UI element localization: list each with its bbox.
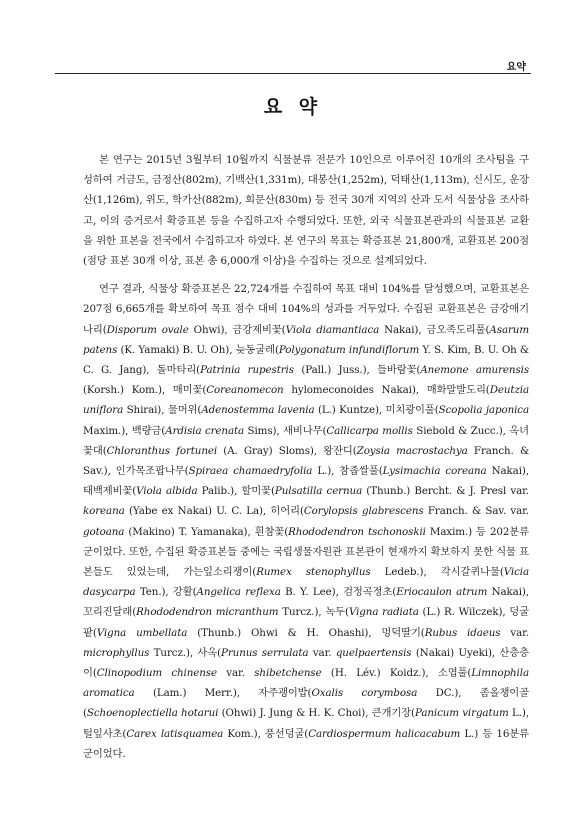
text-run: Nakai), 금오족도리풀( <box>379 323 490 336</box>
scientific-name: Angelica reflexa <box>196 586 281 599</box>
text-run: Franch. & Sav.), 인가목조팝나무( <box>83 444 530 478</box>
text-run: (L.) Kuntze), 미치광이풀( <box>314 404 439 417</box>
text-run: (H. Lév.) Koidz.), 소엽풀( <box>321 667 472 680</box>
text-run: Kom.), 풍선덩굴( <box>223 727 309 740</box>
scientific-name: Clinopodium chinense <box>96 667 217 680</box>
text-run: 본 연구는 2015년 3월부터 10월까지 식물분류 전문가 10인으로 이루어진 10개의 조사팀을 구성하여 거금도, 금정산(802m), 기백산(1,331m), 대봉산(1,252m), 덕태산(1,113m), 신시도, 운장산(1,126m), 위도, 학가산(882m), 회문산(830m) 등 전국 30개 지역의 산과 도서 식물상을 조사하고, 이의 증거로서 확증표본 등을 수집하고자 수행되었다. 또한, 외국 식물표본관과의 식물표본 교환을 위한 표본을 전국에서 수집하고자 하였다. 본 연구의 목표는 확증표본 21,800개, 교환표본 200점(점당 표본 30개 이상, 표본 총 6,000개 이상)을 수집하는 것으로 설계되었다. <box>83 154 529 268</box>
text-run: Ohwi), 금강제비꽃( <box>188 323 286 336</box>
scientific-name: Asarum patens <box>83 323 529 356</box>
scientific-name: microphyllus <box>83 646 150 659</box>
scientific-name: Deutzia uniflora <box>83 384 529 417</box>
scientific-name: Adenostemma lavenia <box>201 404 315 417</box>
text-run: Ten.), 강활( <box>135 586 197 599</box>
scientific-name: Vigna umbellata <box>96 626 188 639</box>
scientific-name: Scopolia japonica <box>438 404 529 417</box>
text-run: DC.), 좀올챙이골( <box>83 687 529 720</box>
text-run: hylomeconoides Nakai), 매화말발도리( <box>283 384 490 397</box>
scientific-name: Rhododendron micranthum <box>136 606 279 619</box>
scientific-name: Rhododendron tschonoskii <box>288 525 426 538</box>
scientific-name: gotoana <box>83 525 125 538</box>
scientific-name: quelpaertensis <box>335 646 412 659</box>
scientific-name: Rubus idaeus <box>424 626 501 639</box>
scientific-name: Rumex stenophyllus <box>256 566 371 579</box>
scientific-name: Coreanomecon <box>206 384 284 397</box>
text-run: Franch. & Sav. var. <box>423 505 529 518</box>
body-text <box>83 150 529 764</box>
text-run: Palib.), 할미꽃( <box>197 485 275 498</box>
text-run: var. <box>500 626 530 639</box>
text-run: L.), 털잎사초( <box>83 707 529 740</box>
scientific-name: Callicarpa mollis <box>326 424 413 437</box>
page-title: 요 약 <box>263 96 323 118</box>
text-run: Ledeb.), 각시갈퀴나물( <box>370 566 504 579</box>
scientific-name: Vicia dasycarpa <box>83 566 529 599</box>
scientific-name: Viola diamantiaca <box>285 323 380 336</box>
scientific-name: Chloranthus fortunei <box>106 444 218 457</box>
scientific-name: Pulsatilla cernua <box>274 485 363 498</box>
text-run: 연구 결과, 식물상 확증표본은 22,724개를 수집하여 목표 대비 104%를 달성했으며, 교환표본은 207점 6,665개를 확보하여 목표 점수 대비 104%의 성과를 거두었다. 수집된 교환표본은 금강애기나리( <box>83 283 529 336</box>
text-run: Shirai), 물머위( <box>123 404 202 417</box>
scientific-name: Cardiospermum halicacabum <box>308 727 461 740</box>
text-run: Y. S. Kim, B. U. Oh & C. G. Jang), 돌마타리( <box>83 343 529 377</box>
text-run: (Nakai) Uyeki), 산층층이( <box>83 646 529 680</box>
scientific-name: Disporum ovale <box>106 323 189 336</box>
text-run: Sims), 새비나무( <box>244 424 327 437</box>
header-rule <box>55 73 531 74</box>
text-run: (Yabe ex Nakai) U. C. La), 히어리( <box>124 505 304 518</box>
text-run: Maxim.) 등 202분류군이었다. 또한, 수집된 확증표본들 중에는 국립생물자원관 표본관이 현재까지 확보하지 못한 식물 표본들도 있었는데, 가는잎소리쟁이( <box>83 525 529 579</box>
text-run: Turcz.), 사옥( <box>149 646 222 659</box>
text-run: (Ohwi) J. Jung & H. K. Choi), 큰개기장( <box>218 707 415 720</box>
text-run: var. <box>216 667 255 680</box>
scientific-name: Zoysia macrostachya <box>356 444 468 457</box>
scientific-name: Vigna radiata <box>348 606 419 619</box>
text-run: (Makino) T. Yamanaka), 흰참꽃( <box>124 525 289 538</box>
scientific-name: Lysimachia coreana <box>382 465 487 478</box>
text-run: (K. Yamaki) B. U. Oh), 늦동굴레( <box>117 343 279 356</box>
text-run: (Pall.) Juss.), 들바람꽃( <box>293 364 421 377</box>
text-run: (Lam.) Merr.), 자주괭이밥( <box>134 687 312 700</box>
paragraph-intro <box>83 150 529 271</box>
scientific-name: Prunus serrulata <box>221 646 309 659</box>
text-run: (Korsh.) Kom.), 매미꽃( <box>83 384 207 397</box>
scientific-name: koreana <box>83 505 125 518</box>
text-run: Turcz.), 녹두( <box>278 606 349 619</box>
scientific-name: Anemone amurensis <box>420 364 529 377</box>
scientific-name: Ardisia crenata <box>165 424 245 437</box>
paragraph-results <box>83 279 529 764</box>
text-run: L.) 등 16분류군이었다. <box>83 727 529 760</box>
scientific-name: Oxalis corymbosa <box>311 687 418 700</box>
scientific-name: Spiraea chamaedryfolia <box>188 465 313 478</box>
text-run: Maxim.), 백량금( <box>83 424 166 437</box>
text-run: Nakai), 꼬리진달래( <box>83 586 529 619</box>
text-run: B. Y. Lee), 검정곡정초( <box>280 586 397 599</box>
text-run: (Thunb.) Ohwi & H. Ohashi), 멍덕딸기( <box>187 626 425 639</box>
text-run: var. <box>308 646 336 659</box>
text-run: L.), 참좁쌀풀( <box>312 465 383 478</box>
scientific-name: Corylopsis glabrescens <box>303 505 424 518</box>
running-header-label: 요약 <box>506 62 526 73</box>
text-run: Siebold & Zucc.), 옥녀꽃대( <box>83 424 529 457</box>
text-run: (Thunb.) Bercht. & J. Presl var. <box>362 485 529 498</box>
text-run: Nakai), 태백제비꽃( <box>83 465 529 498</box>
scientific-name: Panicum virgatum <box>414 707 509 720</box>
scientific-name: Patrinia rupestris <box>200 364 294 377</box>
scientific-name: Polygonatum infundiflorum <box>278 343 420 356</box>
scientific-name: Carex latisquamea <box>126 727 224 740</box>
scientific-name: Eriocaulon atrum <box>396 586 488 599</box>
scientific-name: Viola albida <box>136 485 198 498</box>
text-run: (L.) R. Wilczek), 덩굴팥( <box>83 606 529 639</box>
scientific-name: Limnophila aromatica <box>83 667 529 700</box>
text-run: (A. Gray) Sloms), 왕잔디( <box>217 444 357 457</box>
scientific-name: Schoenoplectiella hotarui <box>86 707 219 720</box>
scientific-name: shibetchense <box>254 667 322 680</box>
